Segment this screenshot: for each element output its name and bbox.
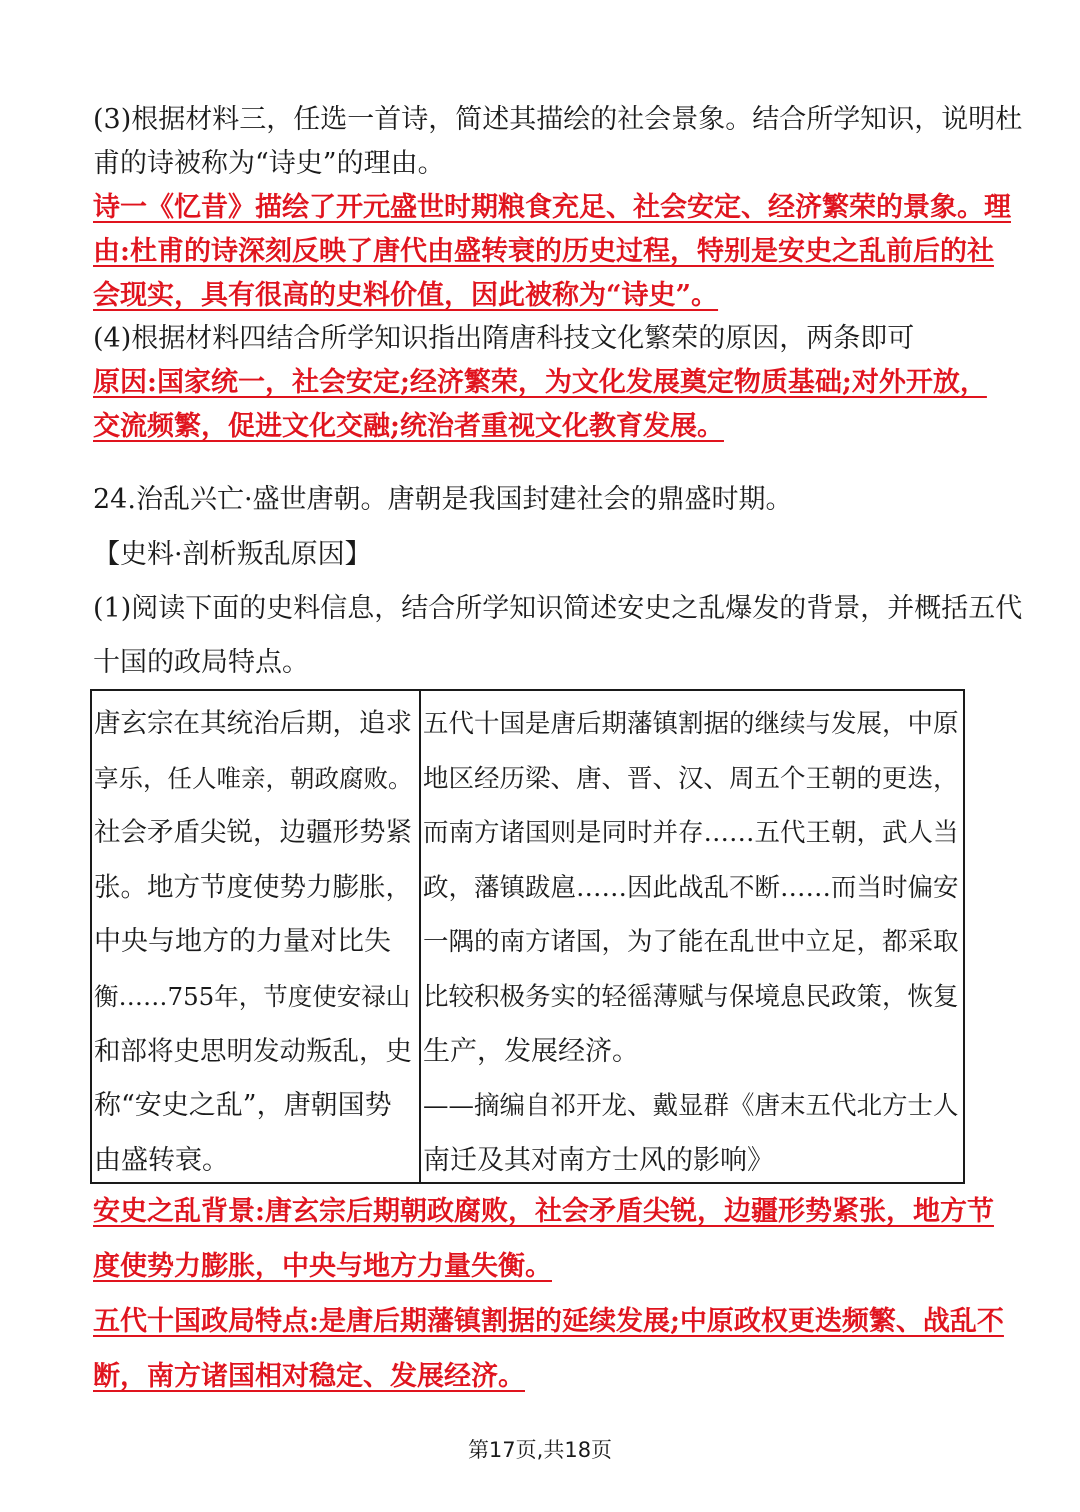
table-column-divider	[419, 691, 421, 1182]
table-right-line: 五代十国是唐后期藩镇割据的继续与发展，中原	[423, 709, 959, 739]
answer-24-line-3: 五代十国政局特点:是唐后期藩镇割据的延续发展;中原政权更迭频繁、战乱不	[93, 1306, 1004, 1337]
table-left-line: 享乐，任人唯亲，朝政腐败。	[94, 763, 413, 793]
table-right-line: 而南方诸国则是同时并存……五代王朝，武人当	[423, 818, 959, 849]
table-left-line: 称“安史之乱”，唐朝国势	[94, 1090, 392, 1122]
page-number-footer: 第17页,共18页	[467, 1438, 613, 1462]
question-3-line-2: 甫的诗被称为“诗史”的理由。	[93, 148, 445, 179]
table-right-line: 一隅的南方诸国，为了能在乱世中立足，都采取	[423, 927, 959, 958]
answer-24-line-2: 度使势力膨胀，中央与地方力量失衡。	[93, 1251, 552, 1282]
table-right-line: 比较积极务实的轻徭薄赋与保境息民政策，恢复	[423, 981, 959, 1012]
question-24-heading: 24.治乱兴亡·盛世唐朝。唐朝是我国封建社会的鼎盛时期。	[93, 484, 793, 515]
table-left-line: 和部将史思明发动叛乱，史	[94, 1035, 412, 1067]
question-24-prompt-line-1: (1)阅读下面的史料信息，结合所学知识简述安史之乱爆发的背景，并概括五代	[93, 593, 1023, 624]
answer-3-line-3: 会现实，具有很高的史料价值，因此被称为“诗史”。	[93, 280, 719, 311]
table-left-line: 社会矛盾尖锐，边疆形势紧	[94, 817, 412, 849]
table-right-line: 政，藩镇跋扈……因此战乱不断……而当时偏安	[423, 872, 959, 903]
table-right-line: 生产，发展经济。	[423, 1035, 639, 1067]
source-material-table	[90, 689, 965, 1184]
table-left-line: 由盛转衰。	[94, 1144, 229, 1176]
table-cell-left	[94, 697, 416, 1188]
table-right-line: 地区经历梁、唐、晋、汉、周五个王朝的更迭，	[423, 763, 959, 794]
question-4-line-1: (4)根据材料四结合所学知识指出隋唐科技文化繁荣的原因，两条即可	[93, 323, 915, 354]
table-left-line: 张。地方节度使势力膨胀，	[94, 871, 412, 903]
table-left-line: 中央与地方的力量对比失	[94, 926, 391, 958]
answer-3-line-2: 由:杜甫的诗深刻反映了唐代由盛转衰的历史过程，特别是安史之乱前后的社	[93, 236, 994, 267]
table-left-line: 唐玄宗在其统治后期，追求	[94, 708, 412, 739]
question-24-prompt-line-2: 十国的政局特点。	[93, 647, 309, 678]
answer-4-line-2: 交流频繁，促进文化交融;统治者重视文化教育发展。	[93, 411, 724, 442]
answer-3-line-1: 诗一《忆昔》描绘了开元盛世时期粮食充足、社会安定、经济繁荣的景象。理	[93, 192, 1011, 223]
question-24-section-title: 【史料·剖析叛乱原因】	[93, 539, 372, 570]
answer-4-line-1: 原因:国家统一，社会安定;经济繁荣，为文化发展奠定物质基础;对外开放，	[93, 367, 987, 398]
table-right-line: ——摘编自祁开龙、戴显群《唐末五代北方士人	[423, 1091, 959, 1122]
answer-24-line-4: 断，南方诸国相对稳定、发展经济。	[93, 1361, 525, 1392]
table-left-line: 衡……755年，节度使安禄山	[94, 981, 411, 1011]
table-right-line: 南迁及其对南方士风的影响》	[423, 1144, 774, 1176]
question-3-line-1: (3)根据材料三，任选一首诗，简述其描绘的社会景象。结合所学知识，说明杜	[93, 104, 1023, 135]
table-cell-right	[423, 697, 963, 1188]
answer-24-line-1: 安史之乱背景:唐玄宗后期朝政腐败，社会矛盾尖锐，边疆形势紧张，地方节	[93, 1196, 994, 1227]
